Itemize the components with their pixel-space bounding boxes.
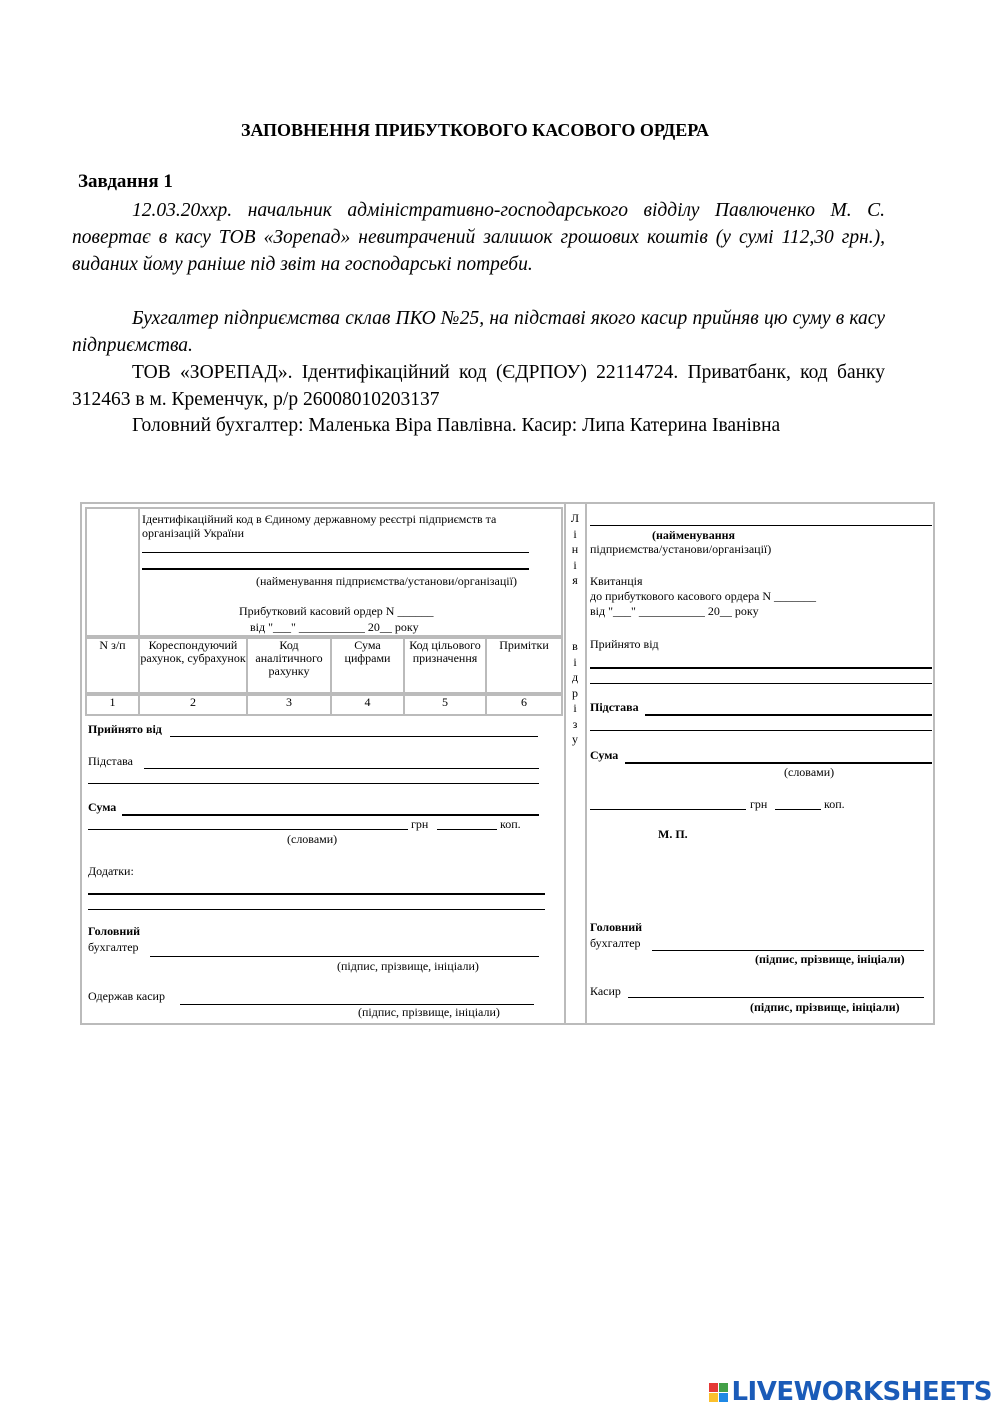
divider	[585, 504, 587, 1024]
sum-label: Сума	[88, 800, 117, 814]
org-name-caption: (найменування підприємства/установи/організації)	[256, 574, 517, 588]
basis-line-right[interactable]	[645, 714, 932, 716]
col-number: 6	[485, 694, 563, 716]
signature-caption-right: (підпис, прізвище, ініціали)	[750, 1000, 900, 1014]
cashier-label-right: Касир	[590, 984, 621, 998]
sum-uah-line-right[interactable]	[590, 809, 746, 810]
sum-line-right[interactable]	[625, 762, 932, 764]
cut-letter: і	[573, 557, 577, 572]
uah-label: грн	[411, 817, 429, 831]
company-details: ТОВ «ЗОРЕПАД». Ідентифікаційний код (ЄДРПОУ) 22114724. Приватбанк, код банку 312463 в м. Кременчук, р/р 26008010203137	[72, 362, 885, 410]
logo-icon	[709, 1383, 728, 1402]
receipt-title: Квитанція	[590, 574, 643, 588]
basis-line[interactable]	[144, 768, 539, 769]
cut-letter: д	[571, 670, 579, 684]
logo-text: LIVEWORKSHEETS	[731, 1377, 992, 1407]
cash-receipt-order-form	[80, 502, 935, 1025]
col-header: Код аналітичного рахунку	[246, 637, 332, 694]
uah-label-right: грн	[750, 797, 768, 811]
received-from-label-right: Прийнято від	[590, 637, 659, 651]
col-header: Код цільового призначення	[403, 637, 487, 694]
basis-label-right: Підстава	[590, 700, 639, 714]
received-from-line-right-2[interactable]	[590, 683, 932, 684]
org-name-line-right[interactable]	[590, 525, 932, 526]
cut-line-label-2	[569, 639, 581, 748]
cut-letter: і	[573, 701, 577, 715]
task-label: Завдання 1	[78, 171, 173, 192]
col-number: 1	[85, 694, 140, 716]
received-from-line[interactable]	[170, 736, 538, 737]
org-name-line[interactable]	[142, 568, 529, 570]
cut-line-label	[569, 511, 581, 589]
cut-letter: і	[573, 654, 577, 669]
col-number: 5	[403, 694, 487, 716]
cut-letter: Л	[570, 511, 580, 525]
col-number: 2	[138, 694, 248, 716]
kop-label: коп.	[500, 817, 521, 831]
col-header: Примітки	[485, 637, 563, 694]
cut-letter: я	[572, 573, 578, 587]
col-header: Сума цифрами	[330, 637, 405, 694]
sum-label-right: Сума	[590, 748, 619, 762]
col-header: Кореспондуючий рахунок, субрахунок	[138, 637, 248, 694]
received-from-line-right[interactable]	[590, 667, 932, 669]
col-number: 3	[246, 694, 332, 716]
cut-letter: р	[572, 685, 578, 700]
signature-caption: (підпис, прізвище, ініціали)	[358, 1005, 500, 1019]
in-words-caption: (словами)	[287, 832, 338, 846]
signature-caption: (підпис, прізвище, ініціали)	[337, 959, 479, 973]
cashier-received-label: Одержав касир	[88, 989, 165, 1003]
liveworksheets-logo	[709, 1377, 992, 1407]
task-paragraph-1: 12.03.20ххр. начальник адміністративно-господарського відділу Павлюченко М. С. повертає в касу ТОВ «Зорепад» невитрачений залишок грошових коштів (у сумі 112,30 грн.), виданих йому раніше під звіт на господарські потреби.	[72, 200, 885, 275]
cashier-signature-line-right[interactable]	[628, 997, 924, 998]
signature-caption-right: (підпис, прізвище, ініціали)	[755, 952, 905, 966]
kop-label-right: коп.	[824, 797, 845, 811]
basis-line-right-2[interactable]	[590, 730, 932, 731]
order-title: Прибутковий касовий ордер N ______	[239, 604, 434, 618]
divider	[564, 504, 566, 1024]
attachments-line[interactable]	[88, 893, 545, 895]
cut-letter: у	[572, 732, 578, 746]
col-number: 4	[330, 694, 405, 716]
attachments-label: Додатки:	[88, 864, 134, 878]
basis-label: Підстава	[88, 754, 133, 768]
order-date: від "___" ___________ 20__ року	[250, 620, 419, 634]
id-code-label: Ідентифікаційний код в Єдиному державному реєстрі підприємств та організацій України	[142, 512, 497, 540]
id-code-line[interactable]	[142, 552, 529, 553]
task-paragraph-2: Бухгалтер підприємства склав ПКО №25, на підставі якого касир прийняв цю суму в касу підприємства.	[72, 308, 885, 356]
org-name-caption-right: (найменування	[652, 528, 736, 542]
kop-line[interactable]	[437, 829, 497, 830]
chief-accountant-label: Головний	[88, 924, 141, 938]
blank-cell	[85, 507, 140, 637]
cut-letter: і	[573, 526, 577, 541]
basis-line-2[interactable]	[88, 783, 539, 784]
received-from-label: Прийнято від	[88, 722, 162, 736]
attachments-line-2[interactable]	[88, 909, 545, 910]
org-name-caption-right-2: підприємства/установи/організації)	[590, 542, 772, 556]
cut-letter: в	[572, 639, 578, 653]
kop-line-right[interactable]	[775, 809, 821, 810]
receipt-date: від "___" ___________ 20__ року	[590, 604, 759, 618]
page-title: ЗАПОВНЕННЯ ПРИБУТКОВОГО КАСОВОГО ОРДЕРА	[241, 120, 709, 140]
col-header: N з/п	[85, 637, 140, 694]
sum-words-line[interactable]	[88, 829, 408, 830]
in-words-caption-right: (словами)	[784, 765, 835, 779]
chief-accountant-label-2: бухгалтер	[88, 940, 139, 954]
sum-line[interactable]	[122, 814, 539, 816]
chief-accountant-label-right-2: бухгалтер	[590, 936, 641, 950]
cut-letter: н	[571, 542, 579, 556]
chief-accountant-label-right: Головний	[590, 920, 643, 934]
staff-details: Головний бухгалтер: Маленька Віра Павлівна. Касир: Липа Катерина Іванівна	[132, 415, 781, 436]
receipt-order-number: до прибуткового касового ордера N _______	[590, 589, 817, 603]
chief-accountant-signature-line[interactable]	[150, 956, 539, 957]
stamp-label: М. П.	[658, 827, 688, 841]
chief-accountant-signature-line-right[interactable]	[652, 950, 924, 951]
cut-letter: з	[572, 716, 578, 731]
